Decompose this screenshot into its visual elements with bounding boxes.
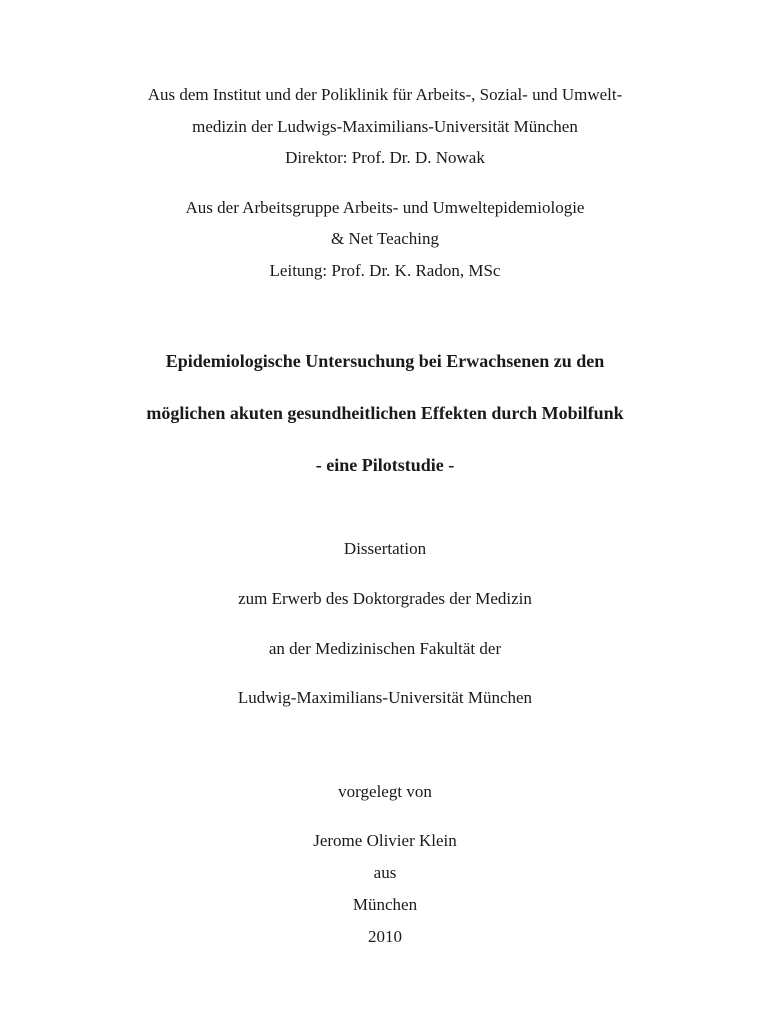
dissertation-title-line-3: - eine Pilotstudie -	[315, 455, 455, 475]
dissertation-title-line-2: möglichen akuten gesundheitlichen Effekten durch Mobilfunk	[146, 403, 624, 423]
dissertation-title-line-1: Epidemiologische Untersuchung bei Erwachsenen zu den	[165, 351, 605, 371]
author-name: Jerome Olivier Klein	[313, 831, 457, 850]
dissertation-university: Ludwig-Maximilians-Universität München	[237, 688, 533, 707]
author-city: München	[352, 895, 418, 914]
institute-line-2: medizin der Ludwigs-Maximilians-Universität München	[192, 117, 578, 136]
dissertation-label: Dissertation	[343, 539, 427, 558]
dissertation-purpose: zum Erwerb des Doktorgrades der Medizin	[238, 589, 532, 608]
year: 2010	[368, 927, 402, 946]
submitted-by: vorgelegt von	[338, 782, 432, 801]
working-group-line-2: & Net Teaching	[330, 229, 440, 248]
working-group-leader: Leitung: Prof. Dr. K. Radon, MSc	[269, 261, 501, 280]
institute-line-1: Aus dem Institut und der Poliklinik für Arbeits-, Sozial- und Umwelt-	[147, 85, 623, 104]
author-from-label: aus	[373, 863, 397, 882]
institute-director: Direktor: Prof. Dr. D. Nowak	[285, 148, 485, 167]
dissertation-faculty: an der Medizinischen Fakultät der	[268, 639, 502, 658]
working-group-line-1: Aus der Arbeitsgruppe Arbeits- und Umweltepidemiologie	[185, 198, 585, 217]
